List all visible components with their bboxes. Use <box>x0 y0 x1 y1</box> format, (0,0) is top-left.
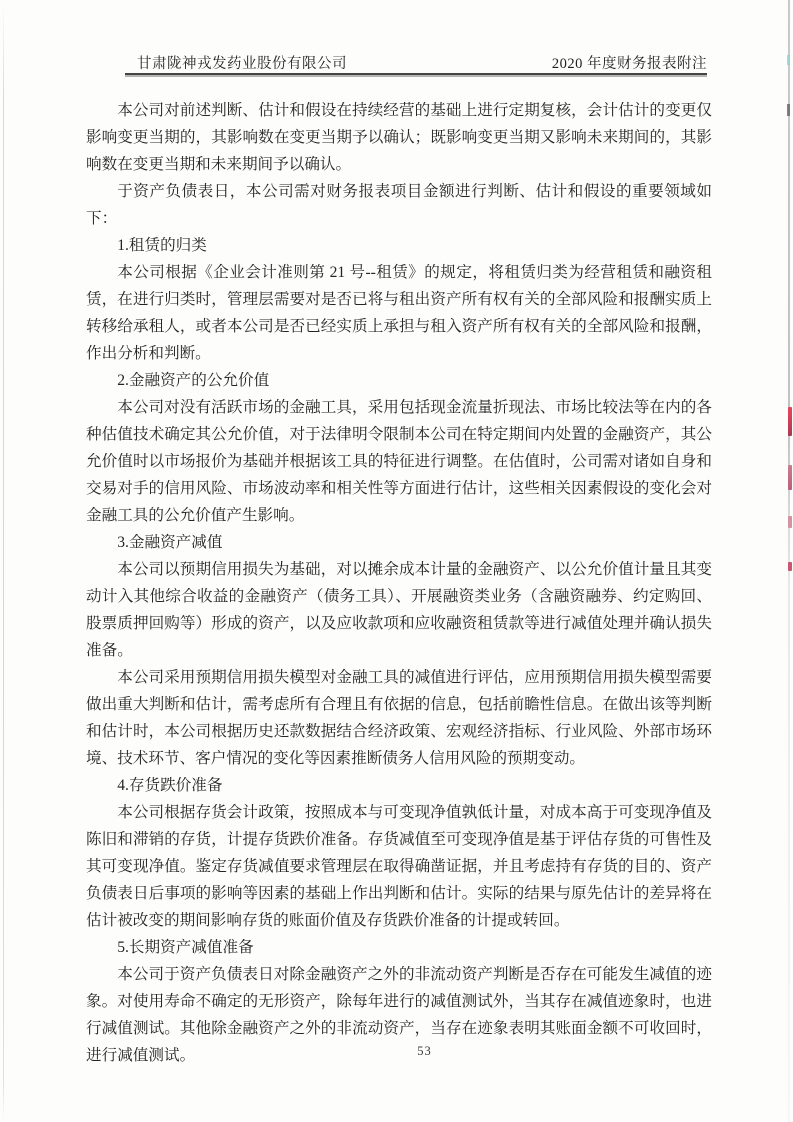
paragraph: 本公司采用预期信用损失模型对金融工具的减值进行评估，应用预期信用损失模型需要做出重大判断和估计，需考虑所有合理且有依据的信息，包括前瞻性信息。在做出该等判断和估计时，本公司根据历史还款数据结合经济政策、宏观经济指标、行业风险、外部市场环境、技术环节、客户情况的变化等因素推断债务人信用风险的预期变动。 <box>86 669 712 767</box>
seal-bleed-mark <box>788 465 792 490</box>
scan-artifact-speck <box>787 55 790 65</box>
header-rule-line <box>125 73 707 75</box>
section-heading-longterm-impairment: 5.长期资产减值准备 <box>117 939 254 956</box>
seal-bleed-mark <box>788 516 792 528</box>
paragraph: 本公司根据《企业会计准则第 21 号--租赁》的规定，将租赁归类为经营租赁和融资租赁，在进行归类时，管理层需要对是否已将与租出资产所有权有关的全部风险和报酬实质上转移给承租人，或者本公司是否已经实质上承担与租入资产所有权有关的全部风险和报酬，作出分析和判断。 <box>86 264 712 362</box>
page-number: 53 <box>417 1044 432 1058</box>
section-heading-inventory-provision: 4.存货跌价准备 <box>117 777 223 794</box>
paragraph: 本公司根据存货会计政策，按照成本与可变现净值孰低计量，对成本高于可变现净值及陈旧和滞销的存货，计提存货跌价准备。存货减值至可变现净值是基于评估存货的可售性及其可变现净值。鉴定存货减值要求管理层在取得确凿证据，并且考虑持有存货的目的、资产负债表日后事项的影响等因素的基础上作出判断和估计。实际的结果与原先估计的差异将在估计被改变的期间影响存货的账面价值及存货跌价准备的计提或转回。 <box>86 804 712 929</box>
page-header <box>125 52 707 73</box>
report-title: 2020 年度财务报表附注 <box>551 56 707 72</box>
scan-artifact-speck <box>787 104 790 116</box>
section-heading-lease-classification: 1.租赁的归类 <box>117 237 207 254</box>
scan-left-edge-line <box>3 0 4 1122</box>
company-name: 甘肃陇神戎发药业股份有限公司 <box>137 56 347 72</box>
paragraph: 本公司对前述判断、估计和假设在持续经营的基础上进行定期复核，会计估计的变更仅影响变更当期的，其影响数在变更当期予以确认；既影响变更当期又影响未来期间的，其影响数在变更当期和未来期间予以确认。 <box>86 102 712 173</box>
paragraph: 于资产负债表日，本公司需对财务报表项目金额进行判断、估计和假设的重要领域如下： <box>86 183 712 227</box>
scan-right-edge-line <box>788 0 790 1122</box>
paragraph: 本公司以预期信用损失为基础，对以摊余成本计量的金融资产、以公允价值计量且其变动计入其他综合收益的金融资产（债务工具）、开展融资类业务（含融资融券、约定购回、股票质押回购等）形成的资产，以及应收款项和应收融资租赁款等进行减值处理并确认损失准备。 <box>86 561 712 659</box>
seal-bleed-mark <box>788 407 792 436</box>
page-footer <box>0 1044 793 1059</box>
document-body <box>86 97 712 1069</box>
seal-bleed-mark <box>788 562 792 571</box>
paragraph: 本公司于资产负债表日对除金融资产之外的非流动资产判断是否存在可能发生减值的迹象。对使用寿命不确定的无形资产，除每年进行的减值测试外，当其存在减值迹象时，也进行减值测试。其他除金融资产之外的非流动资产，当存在迹象表明其账面金额不可收回时，进行减值测试。 <box>86 966 712 1064</box>
paragraph: 本公司对没有活跃市场的金融工具，采用包括现金流量折现法、市场比较法等在内的各种估值技术确定其公允价值，对于法律明令限制本公司在特定期间内处置的金融资产，其公允价值时以市场报价为基础并根据该工具的特征进行调整。在估值时，公司需对诸如自身和交易对手的信用风险、市场波动率和相关性等方面进行估计，这些相关因素假设的变化会对金融工具的公允价值产生影响。 <box>86 399 712 524</box>
section-heading-fair-value: 2.金融资产的公允价值 <box>117 372 270 389</box>
section-heading-financial-impairment: 3.金融资产减值 <box>117 534 223 551</box>
